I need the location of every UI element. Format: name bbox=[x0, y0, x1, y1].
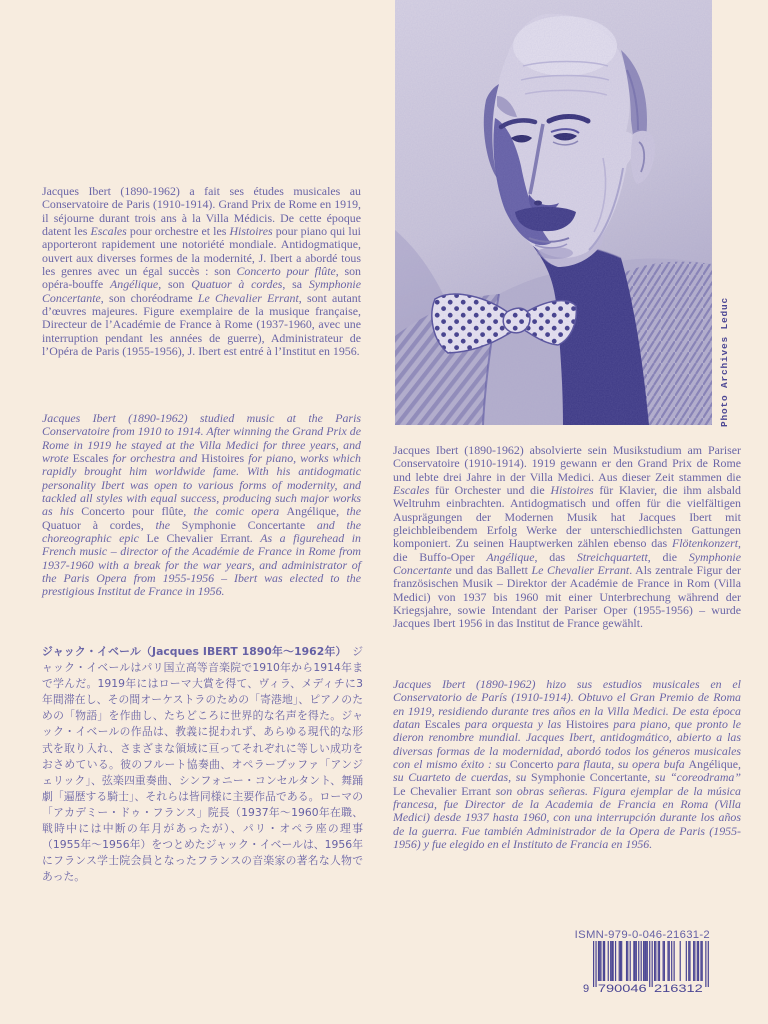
ibert-portrait-photo bbox=[395, 0, 712, 425]
bio-paragraph-german: Jacques Ibert (1890-1962) absolvierte sein Musikstudium am Pariser Conservatoire (1910-1914). 1919 gewann er den Grand Prix de Rome und lebte drei Jahre in der Villa Medici. Aus dieser Zeit stammen die Escales für Orchester und die Histoires für Klavier, die ihm alsbald Weltruhm einbrachten. Antidogmatisch und offen für die vielfältigen Ausprägungen der Modernen Musik hat Jacques Ibert mit gleichbleibendem Erfolg Werke der unterschiedlichsten Gattungen komponiert. Zu seinen Hauptwerken zählen ebenso das Flötenkonzert, die Buffo-Oper Angélique, das Streichquartett, die Symphonie Concertante und das Ballett Le Chevalier Errant. Als zentrale Figur der französischen Musik – Direktor der Académie de France in Rom (Villa Medici) von 1937 bis 1960 mit einer Unterbrechung während der Kriegsjahre, sowie Intendant der Pariser Oper (1955-1956) – wurde Jacques Ibert 1956 in das Institut de France gewählt. bbox=[393, 443, 742, 631]
svg-text:790046: 790046 bbox=[597, 983, 647, 995]
ibert-portrait bbox=[395, 0, 712, 425]
bio-paragraph-french: Jacques Ibert (1890-1962) a fait ses études musicales au Conservatoire de Paris (1910-1914). Grand Prix de Rome en 1919, il séjourne durant trois ans à la Villa Médicis. De cette époque datent les Escales pour orchestre et les Histoires pour piano qui lui apporteront rapidement une notoriété mondiale. Antidogmatique, ouvert aux diverses formes de la modernité, J. Ibert a abordé tous les genres avec un égal succès : son Concerto pour flûte, son opéra-bouffe Angélique, son Quatuor à cordes, sa Symphonie Concertante, son choréodrame Le Chevalier Errant, sont autant d’œuvres majeures. Figure exemplaire de la musique française, Directeur de l’Académie de France à Rome (1937-1960, avec une interruption pendant les années de guerre), Administrateur de l’Opéra de Paris (1955-1956), J. Ibert est entré à l’Institut en 1956. bbox=[42, 184, 362, 359]
ismn-number: ISMN-979-0-046-21631-2 bbox=[574, 929, 710, 941]
bio-paragraph-english: Jacques Ibert (1890-1962) studied music at the Paris Conservatoire from 1910 to 1914. After winning the Grand Prix de Rome in 1919 he stayed at the Villa Medici for three years, and wrote Escales for orchestra and Histoires for piano, works which rapidly brought him worldwide fame. With his antidogmatic personality Ibert was open to various forms of modernity, and tackled all styles with equal success, producing such major works as his Concerto pour flûte, the comic opera Angélique, the Quatuor à cordes, the Symphonie Concertante and the choreographic epic Le Chevalier Errant. As a figurehead in French music – director of the Académie de France in Rome from 1937-1960 with a break for the war years, and administrator of the Paris Opera from 1955-1956 – Ibert was elected to the prestigious Institut de France in 1956. bbox=[42, 411, 361, 599]
photo-credit: Photo Archives Leduc bbox=[719, 296, 730, 427]
ean-barcode bbox=[583, 941, 711, 998]
svg-text:9: 9 bbox=[583, 983, 590, 995]
bio-paragraph-spanish: Jacques Ibert (1890-1962) hizo sus estudios musicales en el Conservatorio de París (1910-1914). Obtuvo el Gran Premio de Roma en 1919, residiendo durante tres años en la Villa Medici. De esta época datan Escales para orquesta y las Histoires para piano, que pronto le dieron renombre mundial. Jacques Ibert, antidogmático, abierto a las diversas formas de la modernidad, abordó todos los géneros musicales con el mismo éxito : su Concerto para flauta, su opera bufa Angélique, su Cuarteto de cuerdas, su Symphonie Concertante, su “coreodrama” Le Chevalier Errant son obras señeras. Figura ejemplar de la música francesa, fue Director de la Academia de Francia en Roma (Villa Medici) desde 1937 hasta 1960, con una interrupción durante los años de la guerra. Fue también Administrador de la Opera de Paris (1955-1956) y fue elegido en el Instituto de Francia en 1956. bbox=[393, 677, 742, 852]
bio-paragraph-japanese: ジャック・イベール（Jacques IBERT 1890年～1962年） ジャック・イベールはパリ国立高等音楽院で1910年から1914年まで学んだ。1919年にはローマ大賞を得て、ヴィラ、メディチに3年間滞在し、その間オーケストラのための「寄港地」、ピアノのための「物語」を作曲し、たちどころに世界的な名声を得た。ジャック・イベールの作品は、教義に捉われず、あらゆる現代的な形式を取り入れ、さまざまな領域に亘ってそれぞれに等しい成功をおさめている。彼のフルート協奏曲、オペラーブッファ「アンジェリック」、弦楽四重奏曲、シンフォニー・コンセルタント、舞踊劇「遍歴する騎士」、それらは皆同様に主要作品である。ローマの「アカデミー・ドゥ・フランス」院長（1937年～1960年在職、戦時中には中断の年月があったが）、パリ・オペラ座の理事（1955年～1956年）をつとめたジャック・イベールは、1956年にフランス学士院会員となったフランスの音楽家の著名な人物であった。 bbox=[42, 645, 364, 884]
svg-text:216312: 216312 bbox=[654, 983, 703, 995]
